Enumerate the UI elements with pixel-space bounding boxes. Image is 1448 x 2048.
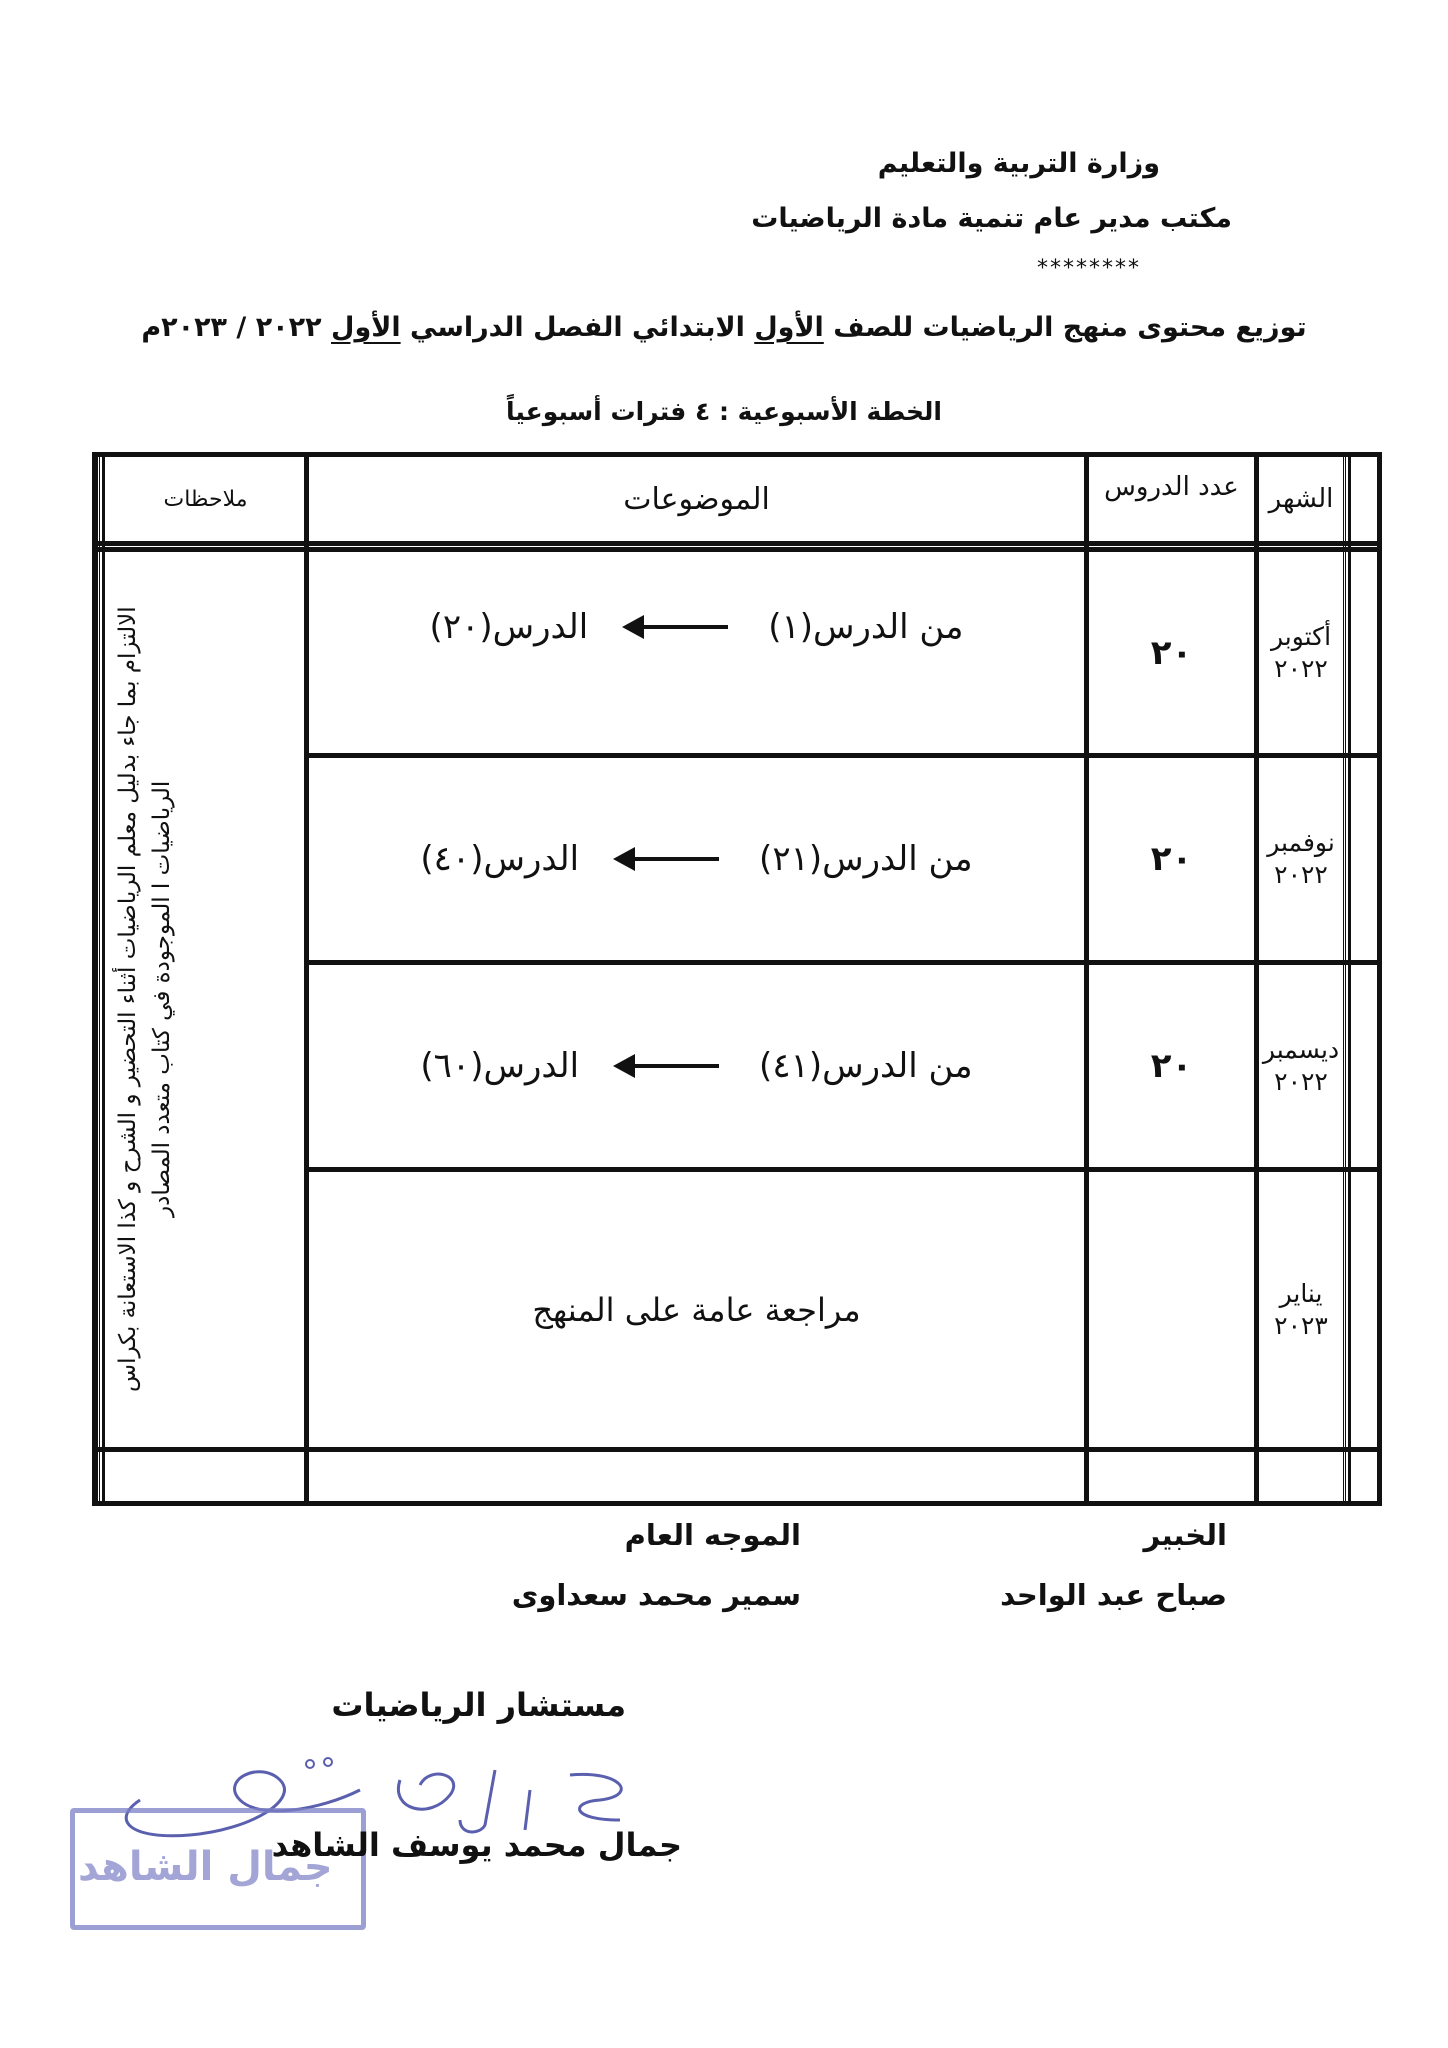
header-lesson-count: عدد الدروس — [1104, 472, 1239, 502]
month-cell — [1259, 1172, 1343, 1447]
review-topic: مراجعة عامة على المنهج — [532, 1290, 861, 1329]
lesson-count: ٢٠ — [1150, 839, 1193, 879]
title-part-3: ٢٠٢٢ / ٢٠٢٣م — [141, 312, 332, 343]
month-name: أكتوبر — [1270, 621, 1332, 651]
border-left-inner — [97, 457, 105, 1501]
border-right-inner — [1343, 457, 1351, 1501]
lesson-from: من الدرس(٢١) — [759, 839, 973, 879]
office-name: مكتب مدير عام تنمية مادة الرياضيات — [751, 203, 1232, 234]
month-cell — [1259, 552, 1343, 753]
stamp-text: جمال الشاهد — [78, 1844, 333, 1890]
lesson-count: ٢٠ — [1150, 1046, 1193, 1086]
lesson-to: الدرس(٦٠) — [420, 1046, 580, 1086]
month-year: ٢٠٢٢ — [1274, 860, 1328, 889]
arrow-left-icon — [628, 625, 728, 629]
month-name: نوفمبر — [1267, 828, 1335, 857]
lesson-from: من الدرس(٤١) — [759, 1046, 973, 1086]
lesson-to: الدرس(٤٠) — [420, 839, 580, 879]
supervisor-name: سمير محمد سعداوى — [511, 1578, 801, 1612]
advisor-title: مستشار الرياضيات — [331, 1686, 626, 1724]
stars-divider: ******** — [1037, 256, 1141, 281]
topic-range — [309, 552, 1084, 702]
lesson-count: ٢٠ — [1150, 632, 1193, 673]
header-topics: الموضوعات — [623, 481, 770, 517]
month-year: ٢٠٢٢ — [1274, 1067, 1328, 1096]
month-name: يناير — [1279, 1278, 1323, 1308]
arrow-left-icon — [619, 1064, 719, 1068]
title-grade: الأول — [754, 312, 824, 343]
header-month: الشهر — [1268, 484, 1334, 514]
title-part-2: الابتدائي الفصل الدراسي — [400, 312, 755, 343]
month-year: ٢٠٢٣ — [1274, 1310, 1328, 1340]
schedule-table — [92, 452, 1382, 1506]
arrow-left-icon — [619, 857, 719, 861]
expert-title: الخبير — [1143, 1518, 1227, 1552]
month-year: ٢٠٢٢ — [1274, 653, 1328, 683]
advisor-name: جمال محمد يوسف الشاهد — [271, 1826, 682, 1864]
header-divider — [97, 541, 1377, 546]
title-term: الأول — [331, 312, 401, 343]
supervisor-title: الموجه العام — [624, 1518, 801, 1552]
lesson-from: من الدرس(١) — [768, 607, 964, 647]
weekly-plan: الخطة الأسبوعية : ٤ فترات أسبوعياً — [506, 397, 942, 426]
row-divider-4 — [97, 1447, 1377, 1452]
notes-text: الالتزام بما جاء بدليل معلم الرياضيات أثناء التحضير و الشرح و كذا الاستعانة بكراس الرياضيات ا الموجودة في كتاب متعدد المصادر — [115, 606, 175, 1392]
month-name: ديسمبر — [1262, 1035, 1340, 1064]
header-notes: ملاحظات — [163, 486, 248, 512]
expert-name: صباح عبد الواحد — [1000, 1578, 1227, 1612]
month-cell — [1259, 758, 1343, 960]
month-cell — [1259, 965, 1343, 1167]
topic-range — [309, 758, 1084, 960]
title-part-1: توزيع محتوى منهج الرياضيات للصف — [823, 312, 1307, 343]
topic-range — [309, 965, 1084, 1167]
ministry-name: وزارة التربية والتعليم — [877, 148, 1160, 179]
lesson-to: الدرس(٢٠) — [429, 607, 589, 647]
document-title — [0, 312, 1448, 343]
